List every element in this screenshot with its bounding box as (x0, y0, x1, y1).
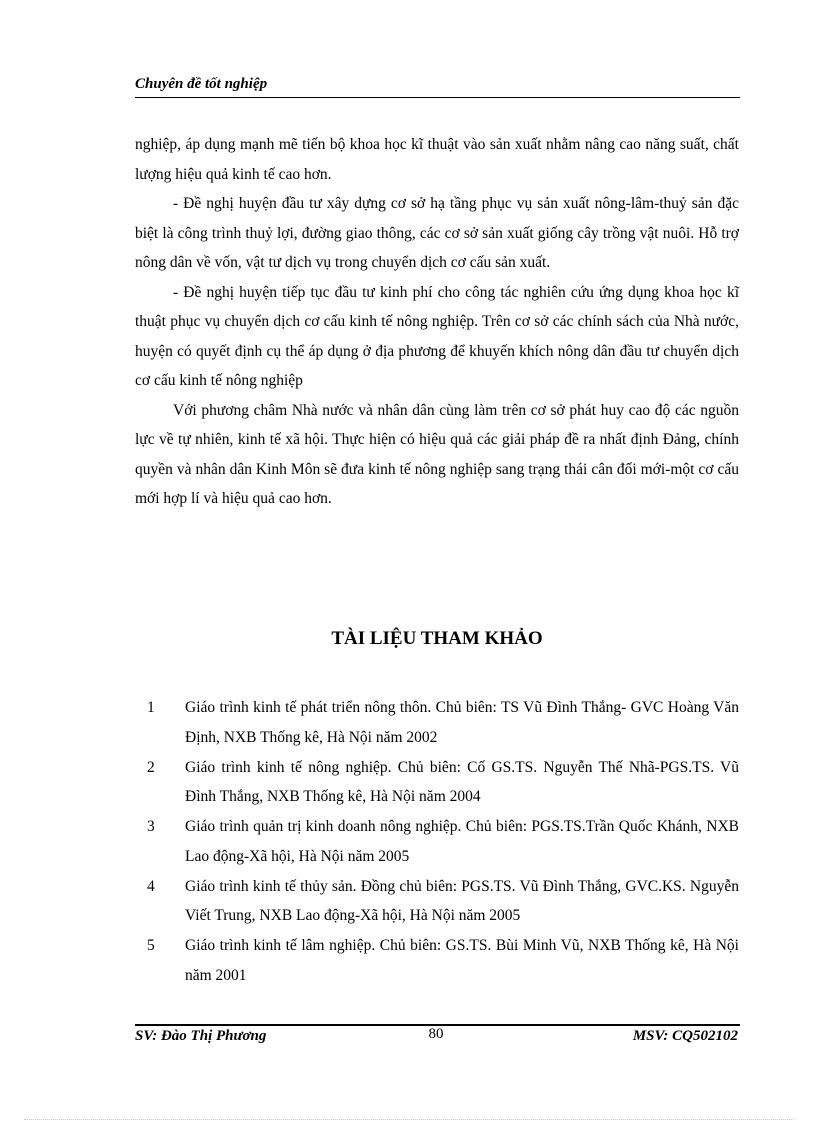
reference-text: Giáo trình kinh tế phát triển nông thôn. Chủ biên: TS Vũ Đình Thắng- GVC Hoàng Văn Định, NXB Thống kê, Hà Nội năm 2002 (185, 699, 739, 746)
reference-text: Giáo trình kinh tế nông nghiệp. Chủ biên: Cố GS.TS. Nguyễn Thế Nhã-PGS.TS. Vũ Đình Thắng, NXB Thống kê, Hà Nội năm 2004 (185, 758, 739, 805)
body-paragraph: nghiệp, áp dụng mạnh mẽ tiến bộ khoa học kĩ thuật vào sản xuất nhằm nâng cao năng suất, chất lượng hiệu quả kinh tế cao hơn. (135, 136, 739, 183)
reference-item (135, 812, 739, 871)
reference-number: 3 (147, 818, 155, 835)
reference-number: 5 (147, 937, 155, 954)
body-paragraph: - Đề nghị huyện tiếp tục đầu tư kinh phí cho công tác nghiên cứu ứng dụng khoa học kĩ thuật phục vụ chuyển dịch cơ cấu kinh tế nông nghiệp. Trên cơ sở các chính sách của Nhà nước, huyện có quyết định cụ thể áp dụng ở địa phương để khuyến khích nông dân đầu tư chuyển dịch cơ cấu kinh tế nông nghiệp (135, 283, 739, 389)
body-text (135, 130, 739, 514)
reference-text: Giáo trình kinh tế lâm nghiệp. Chủ biên: GS.TS. Bùi Minh Vũ, NXB Thống kê, Hà Nội năm 2001 (185, 937, 739, 984)
reference-text: Giáo trình quản trị kinh doanh nông nghiệp. Chủ biên: PGS.TS.Trần Quốc Khánh, NXB Lao động-Xã hội, Hà Nội năm 2005 (185, 818, 739, 865)
reference-number: 4 (147, 877, 155, 895)
header-title: Chuyên đề tốt nghiệp (135, 76, 268, 92)
reference-item (135, 693, 739, 752)
page-edge-divider (24, 1119, 794, 1120)
reference-number: 1 (147, 699, 155, 716)
references-title: TÀI LIỆU THAM KHẢO (331, 628, 543, 649)
reference-number: 2 (147, 758, 155, 776)
references-list (135, 693, 739, 991)
header-divider (135, 97, 740, 98)
reference-item (135, 872, 739, 931)
body-paragraph: - Đề nghị huyện đầu tư xây dựng cơ sở hạ tầng phục vụ sản xuất nông-lâm-thuỷ sản đặc biệt là công trình thuỷ lợi, đường giao thông, các cơ sở sản xuất giống cây trồng vật nuôi. Hỗ trợ nông dân về vốn, vật tư dịch vụ trong chuyển dịch cơ cấu sản xuất. (135, 195, 739, 271)
body-paragraph: Với phương châm Nhà nước và nhân dân cùng làm trên cơ sở phát huy cao độ các nguồn lực về tự nhiên, kinh tế xã hội. Thực hiện có hiệu quả các giải pháp đề ra nhất định Đảng, chính quyền và nhân dân Kinh Môn sẽ đưa kinh tế nông nghiệp sang trạng thái cân đối mới-một cơ cấu mới hợp lí và hiệu quả cao hơn. (135, 401, 739, 507)
reference-text: Giáo trình kinh tế thủy sản. Đồng chủ biên: PGS.TS. Vũ Đình Thắng, GVC.KS. Nguyễn Viết Trung, NXB Lao động-Xã hội, Hà Nội năm 2005 (185, 877, 739, 924)
reference-item (135, 753, 739, 812)
footer-student-id: MSV: CQ502102 (632, 1028, 738, 1044)
page-number: 80 (428, 1026, 444, 1042)
footer-student-name: SV: Đào Thị Phương (135, 1028, 267, 1044)
reference-item (135, 931, 739, 990)
